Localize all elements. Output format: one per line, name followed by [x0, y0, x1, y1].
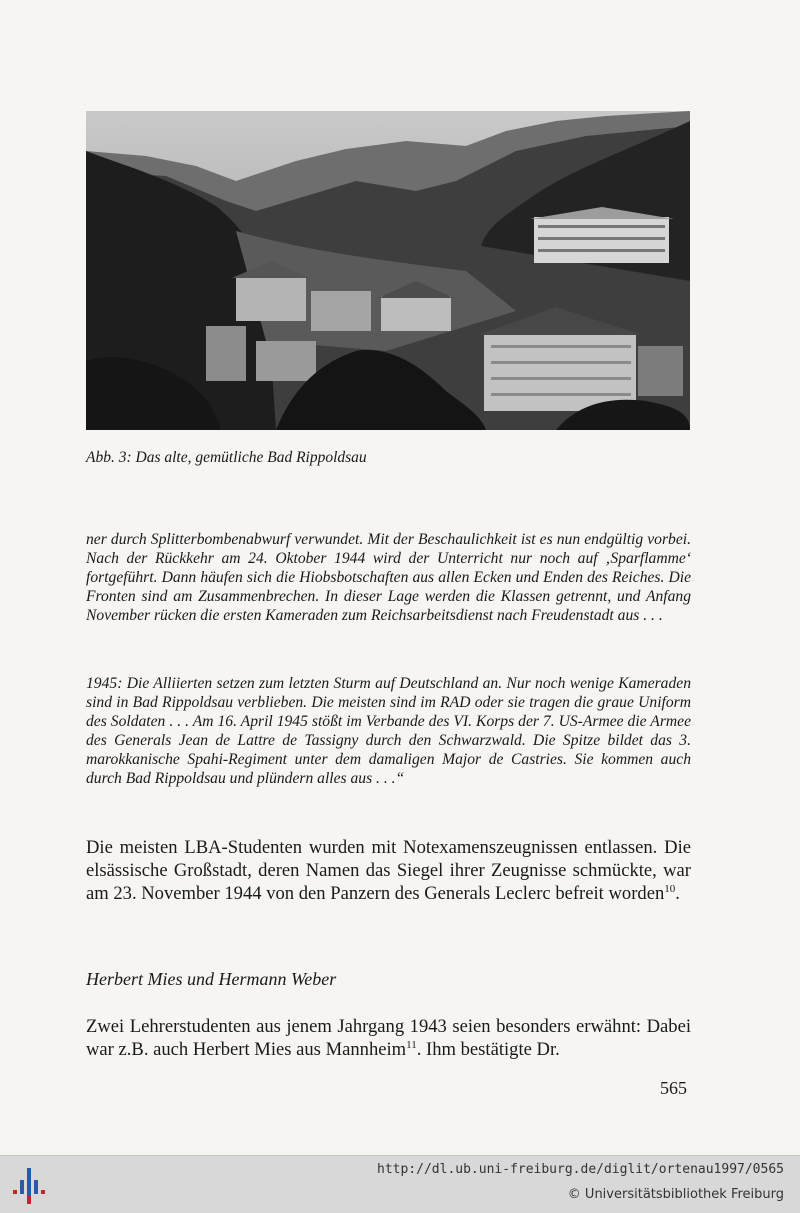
landscape-photo-image [86, 111, 690, 430]
quote-paragraph-1: ner durch Splitterbombenabwurf verwundet. Mit der Beschaulichkeit ist es nun endgültig vorbei. Nach der Rückkehr am 24. Oktober 1944 wird der Unterricht nur noch auf ‚Sparflamme‘ fortgeführt. Dann häufen sich die Hiobsbotschaften aus allen Ecken und Enden des Reiches. Die Fronten sind am Zusammenbrechen. In dieser Lage werden die Klassen getrennt, und Anfang November rücken die ersten Kameraden zum Reichsarbeitsdienst nach Freudenstadt aus . . . [86, 531, 691, 624]
body-paragraph-1-text: Die meisten LBA-Studenten wurden mit Notexamenszeugnissen entlassen. Die elsässische Großstadt, deren Namen das Siegel ihrer Zeugnisse schmückte, war am 23. November 1944 von den Panzern des Generals Leclerc befreit worden [86, 837, 691, 904]
quote-paragraph-2: 1945: Die Alliierten setzen zum letzten Sturm auf Deutschland an. Nur noch wenige Kameraden sind in Bad Rippoldsau verblieben. Die meisten sind im RAD oder sie tragen die graue Uniform des Soldaten . . . Am 16. April 1945 stößt im Verbande des VI. Korps der 7. US-Armee die Armee des Generals Jean de Lattre de Tassigny durch den Schwarzwald. Die Spitze bildet das 3. marokkanische Spahi-Regiment unter dem damaligen Major de Castries. Sie kommen auch durch Bad Rippoldsau und plündern alles aus . . .“ [86, 675, 691, 787]
viewer-footer-bar [0, 1155, 800, 1213]
body-paragraph-2 [86, 1015, 691, 1061]
section-heading: Herbert Mies und Hermann Weber [86, 969, 337, 989]
document-url-link[interactable]: http://dl.ub.uni-freiburg.de/diglit/ortenau1997/0565 [377, 1162, 784, 1177]
ub-freiburg-logo-icon[interactable] [10, 1166, 50, 1206]
footnote-ref-10[interactable]: 10 [664, 883, 676, 895]
figure-caption: Abb. 3: Das alte, gemütliche Bad Rippoldsau [86, 449, 367, 466]
page-number: 565 [660, 1078, 687, 1098]
copyright-notice: © Universitätsbibliothek Freiburg [567, 1187, 784, 1202]
body-paragraph-1-end: . [675, 883, 680, 904]
footnote-ref-11[interactable]: 11 [406, 1039, 417, 1051]
body-paragraph-1 [86, 836, 691, 905]
body-paragraph-2-end: . Ihm bestätigte Dr. [416, 1039, 560, 1060]
body-paragraph-2-text: Zwei Lehrerstudenten aus jenem Jahrgang 1943 seien besonders erwähnt: Dabei war z.B. auch Herbert Mies aus Mannheim [86, 1016, 691, 1060]
historic-photo-bad-rippoldsau [86, 111, 690, 430]
